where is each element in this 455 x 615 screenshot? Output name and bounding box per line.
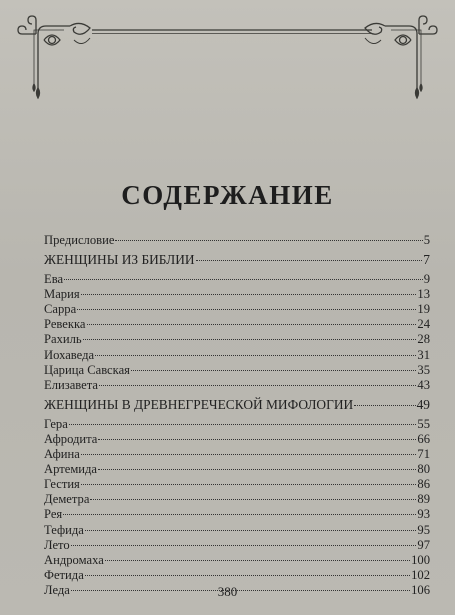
dot-leader bbox=[196, 260, 423, 261]
toc-entry-title: Предисловие bbox=[44, 233, 115, 247]
toc-entry-page: 24 bbox=[417, 317, 430, 332]
dot-leader bbox=[81, 294, 417, 295]
toc-entry-title: Рахиль bbox=[44, 332, 82, 347]
toc-entry bbox=[44, 378, 430, 393]
dot-leader bbox=[87, 324, 417, 325]
toc-entry-page: 19 bbox=[417, 302, 430, 317]
toc-entry bbox=[44, 477, 430, 492]
dot-leader bbox=[354, 405, 415, 406]
toc-entry-title: Артемида bbox=[44, 462, 98, 477]
toc-entry bbox=[44, 363, 430, 378]
dot-leader bbox=[77, 309, 416, 310]
toc-entry-title: Ревекка bbox=[44, 317, 86, 332]
toc-section-page: 49 bbox=[416, 396, 430, 412]
toc-entry bbox=[44, 507, 430, 522]
toc-entry bbox=[44, 447, 430, 462]
toc-entry-page: 86 bbox=[417, 477, 430, 492]
toc-entry-page: 5 bbox=[423, 233, 430, 247]
toc-entry-title: Елизавета bbox=[44, 377, 98, 392]
toc-entry-title: Деметра bbox=[44, 492, 90, 507]
toc-entry-title: Леда bbox=[44, 582, 70, 597]
toc-entry-page: 100 bbox=[411, 552, 430, 567]
toc-entry-page: 55 bbox=[417, 416, 430, 431]
dot-leader bbox=[81, 484, 417, 485]
toc-entry bbox=[44, 568, 430, 583]
toc-entry-title: Лето bbox=[44, 537, 70, 552]
toc-entry-page: 31 bbox=[417, 347, 430, 362]
toc-entry bbox=[44, 523, 430, 538]
dot-leader bbox=[95, 355, 416, 356]
toc-entry-page: 71 bbox=[417, 447, 430, 462]
toc-entry-page: 102 bbox=[411, 567, 430, 582]
toc-section bbox=[44, 248, 430, 272]
table-of-contents bbox=[44, 233, 430, 598]
dot-leader bbox=[99, 385, 416, 386]
toc-entry-title: Сарра bbox=[44, 302, 77, 317]
toc-entry bbox=[44, 317, 430, 332]
dot-leader bbox=[71, 545, 417, 546]
toc-entry-title: Афродита bbox=[44, 431, 98, 446]
dot-leader bbox=[64, 279, 423, 280]
toc-entry-page: 28 bbox=[417, 332, 430, 347]
toc-entry bbox=[44, 417, 430, 432]
toc-entry bbox=[44, 462, 430, 477]
toc-entry bbox=[44, 538, 430, 553]
dot-leader bbox=[69, 424, 417, 425]
dot-leader bbox=[83, 339, 417, 340]
toc-entry bbox=[44, 287, 430, 302]
toc-entry-title: Рея bbox=[44, 507, 63, 522]
page-number: 380 bbox=[217, 584, 238, 599]
toc-entry bbox=[44, 332, 430, 347]
toc-entry-title: Иохаведа bbox=[44, 347, 95, 362]
toc-entry bbox=[44, 492, 430, 507]
decorative-border-ornament bbox=[0, 0, 455, 100]
toc-entry bbox=[44, 233, 430, 248]
toc-entry-title: Тефида bbox=[44, 522, 84, 537]
dot-leader bbox=[85, 530, 417, 531]
toc-entry-title: Царица Савская bbox=[44, 362, 130, 377]
toc-entry-page: 106 bbox=[411, 582, 430, 597]
toc-entry-title: Афина bbox=[44, 447, 80, 462]
dot-leader bbox=[98, 439, 416, 440]
page-title: СОДЕРЖАНИЕ bbox=[121, 180, 334, 210]
toc-entry-page: 80 bbox=[417, 462, 430, 477]
toc-entry bbox=[44, 272, 430, 287]
toc-entry-page: 93 bbox=[417, 507, 430, 522]
toc-entry bbox=[44, 302, 430, 317]
dot-leader bbox=[105, 560, 410, 561]
toc-entry bbox=[44, 348, 430, 363]
toc-entry-page: 9 bbox=[423, 272, 430, 287]
toc-section-page: 7 bbox=[423, 252, 430, 268]
dot-leader bbox=[81, 454, 417, 455]
toc-entry-title: Мария bbox=[44, 287, 80, 302]
dot-leader bbox=[115, 240, 422, 241]
toc-entry bbox=[44, 432, 430, 447]
toc-entry-title: Фетида bbox=[44, 567, 84, 582]
dot-leader bbox=[63, 514, 416, 515]
toc-entry-page: 95 bbox=[417, 522, 430, 537]
dot-leader bbox=[85, 575, 410, 576]
toc-entry-page: 89 bbox=[417, 492, 430, 507]
toc-entry-title: Андромаха bbox=[44, 552, 104, 567]
toc-section-title: ЖЕНЩИНЫ ИЗ БИБЛИИ bbox=[44, 252, 195, 268]
dot-leader bbox=[90, 499, 416, 500]
toc-section bbox=[44, 393, 430, 417]
toc-entry bbox=[44, 553, 430, 568]
toc-section-title: ЖЕНЩИНЫ В ДРЕВНЕГРЕЧЕСКОЙ МИФОЛОГИИ bbox=[44, 396, 354, 412]
toc-entry-title: Гестия bbox=[44, 477, 80, 492]
toc-entry-page: 97 bbox=[417, 537, 430, 552]
toc-entry-page: 13 bbox=[417, 287, 430, 302]
toc-entry-title: Ева bbox=[44, 272, 64, 287]
toc-entry-title: Гера bbox=[44, 416, 68, 431]
toc-entry-page: 43 bbox=[417, 377, 430, 392]
toc-entry-page: 35 bbox=[417, 362, 430, 377]
toc-entry-page: 66 bbox=[417, 431, 430, 446]
dot-leader bbox=[131, 370, 416, 371]
dot-leader bbox=[98, 469, 416, 470]
